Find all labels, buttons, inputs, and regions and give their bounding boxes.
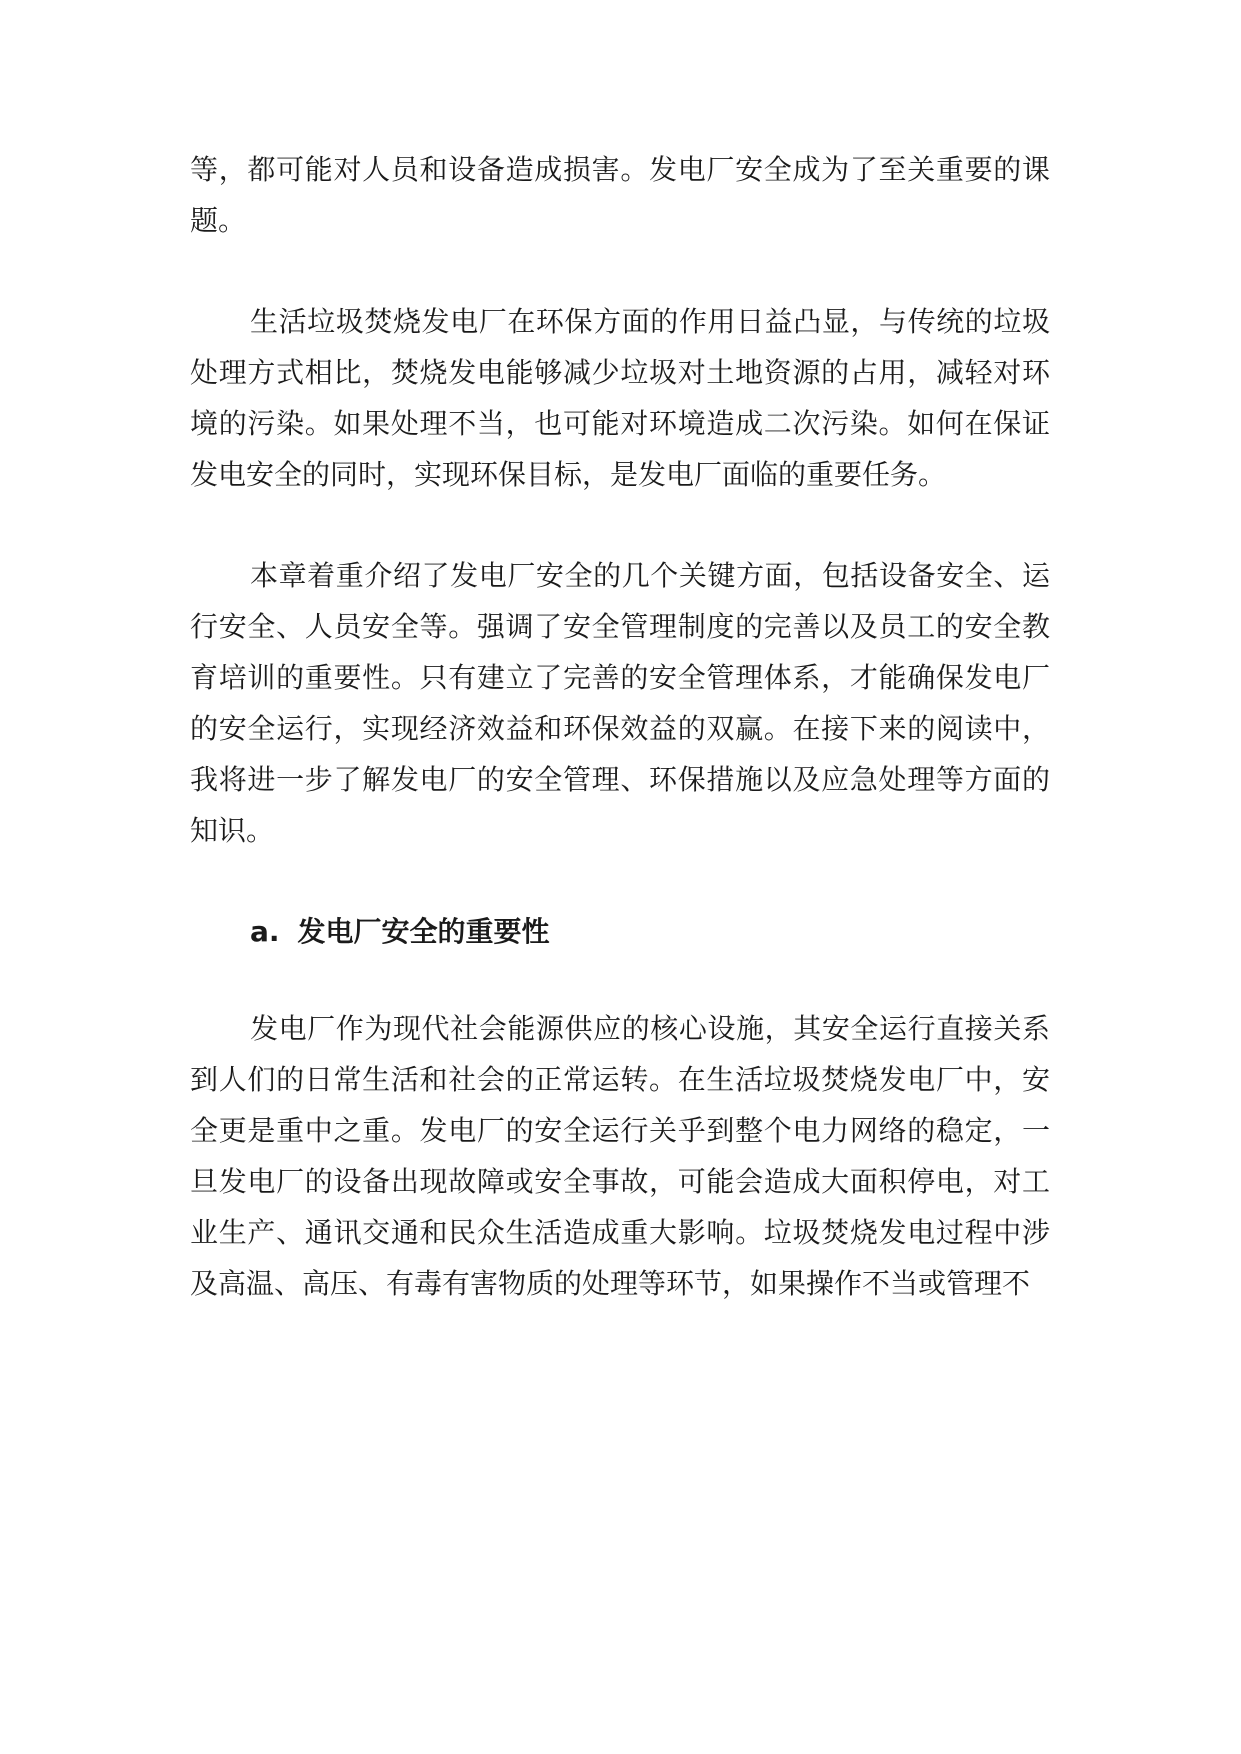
- paragraph-chapter-summary: 本章着重介绍了发电厂安全的几个关键方面，包括设备安全、运行安全、人员安全等。强调了安全管理制度的完善以及员工的安全教育培训的重要性。只有建立了完善的安全管理体系，才能确保发电厂的安全运行，实现经济效益和环保效益的双赢。在接下来的阅读中，我将进一步了解发电厂的安全管理、环保措施以及应急处理等方面的知识。: [190, 559, 1050, 847]
- paragraph-environmental-role: 生活垃圾焚烧发电厂在环保方面的作用日益凸显，与传统的垃圾处理方式相比，焚烧发电能够减少垃圾对土地资源的占用，减轻对环境的污染。如果处理不当，也可能对环境造成二次污染。如何在保证发电安全的同时，实现环保目标，是发电厂面临的重要任务。: [190, 305, 1050, 491]
- section-heading-title: 发电厂安全的重要性: [297, 915, 550, 948]
- section-heading: [190, 906, 1050, 957]
- document-body: [190, 144, 1050, 1359]
- section-heading-marker: a.: [250, 915, 280, 948]
- paragraph-safety-importance: 发电厂作为现代社会能源供应的核心设施，其安全运行直接关系到人们的日常生活和社会的正常运转。在生活垃圾焚烧发电厂中，安全更是重中之重。发电厂的安全运行关乎到整个电力网络的稳定，一旦发电厂的设备出现故障或安全事故，可能会造成大面积停电，对工业生产、通讯交通和民众生活造成重大影响。垃圾焚烧发电过程中涉及高温、高压、有毒有害物质的处理等环节，如果操作不当或管理不: [190, 1012, 1050, 1300]
- paragraph-continuation: 等，都可能对人员和设备造成损害。发电厂安全成为了至关重要的课题。: [190, 153, 1050, 237]
